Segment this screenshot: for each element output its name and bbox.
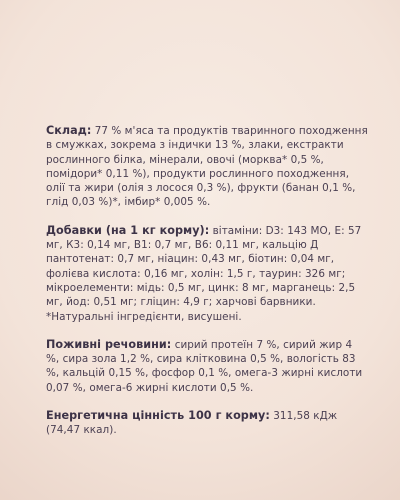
additives-text: вітаміни: D3: 143 МО, Е: 57 мг, К3: 0,14 мг, В1: 0,7 мг, В6: 0,11 мг, кальцію Д пантотенат: 0,7 мг, ніацин: 0,43 мг, біотин: 0,04 мг, фолієва кислота: 0,16 мг, холін: 1,5 г, таурин: 326 мг; мікроелементи: мідь: 0,5 мг, цинк: 8 мг, марганець: 2,5 мг, йод: 0,51 мг; гліцин: 4,9 г; харчові барвники. *Натуральні інгредієнти, висушені. [46, 224, 362, 323]
nutrients-label: Поживні речовини: [46, 337, 172, 351]
nutrients-section [46, 338, 368, 395]
energy-text: 311,58 кДж (74,47 ккал). [46, 410, 338, 437]
additives-label: Добавки (на 1 кг корму): [46, 223, 210, 237]
ingredients-panel [46, 124, 368, 452]
energy-label: Енергетична цінність 100 г корму: [46, 409, 270, 423]
nutrients-text: сирий протеїн 7 %, сирий жир 4 %, сира зола 1,2 %, сира клітковина 0,5 %, вологість 83 %, кальцій 0,15 %, фосфор 0,1 %, омега-3 жирні кислоти 0,07 %, омега-6 жирні кислоти 0,5 %. [46, 338, 363, 394]
energy-section [46, 409, 368, 438]
composition-section [46, 124, 368, 210]
composition-text: 77 % м'яса та продуктів тваринного походження в смужках, зокрема з індички 13 %, злаки, екстракти рослинного білка, мінерали, овочі (морква* 0,5 %, помідори* 0,11 %), продукти рослинного походження, олії та жири (олія з лосося 0,3 %), фрукти (банан 0,1 %, глід 0,03 %)*, імбир* 0,005 %. [46, 125, 368, 209]
additives-section [46, 224, 368, 324]
composition-label: Склад: [46, 124, 92, 137]
